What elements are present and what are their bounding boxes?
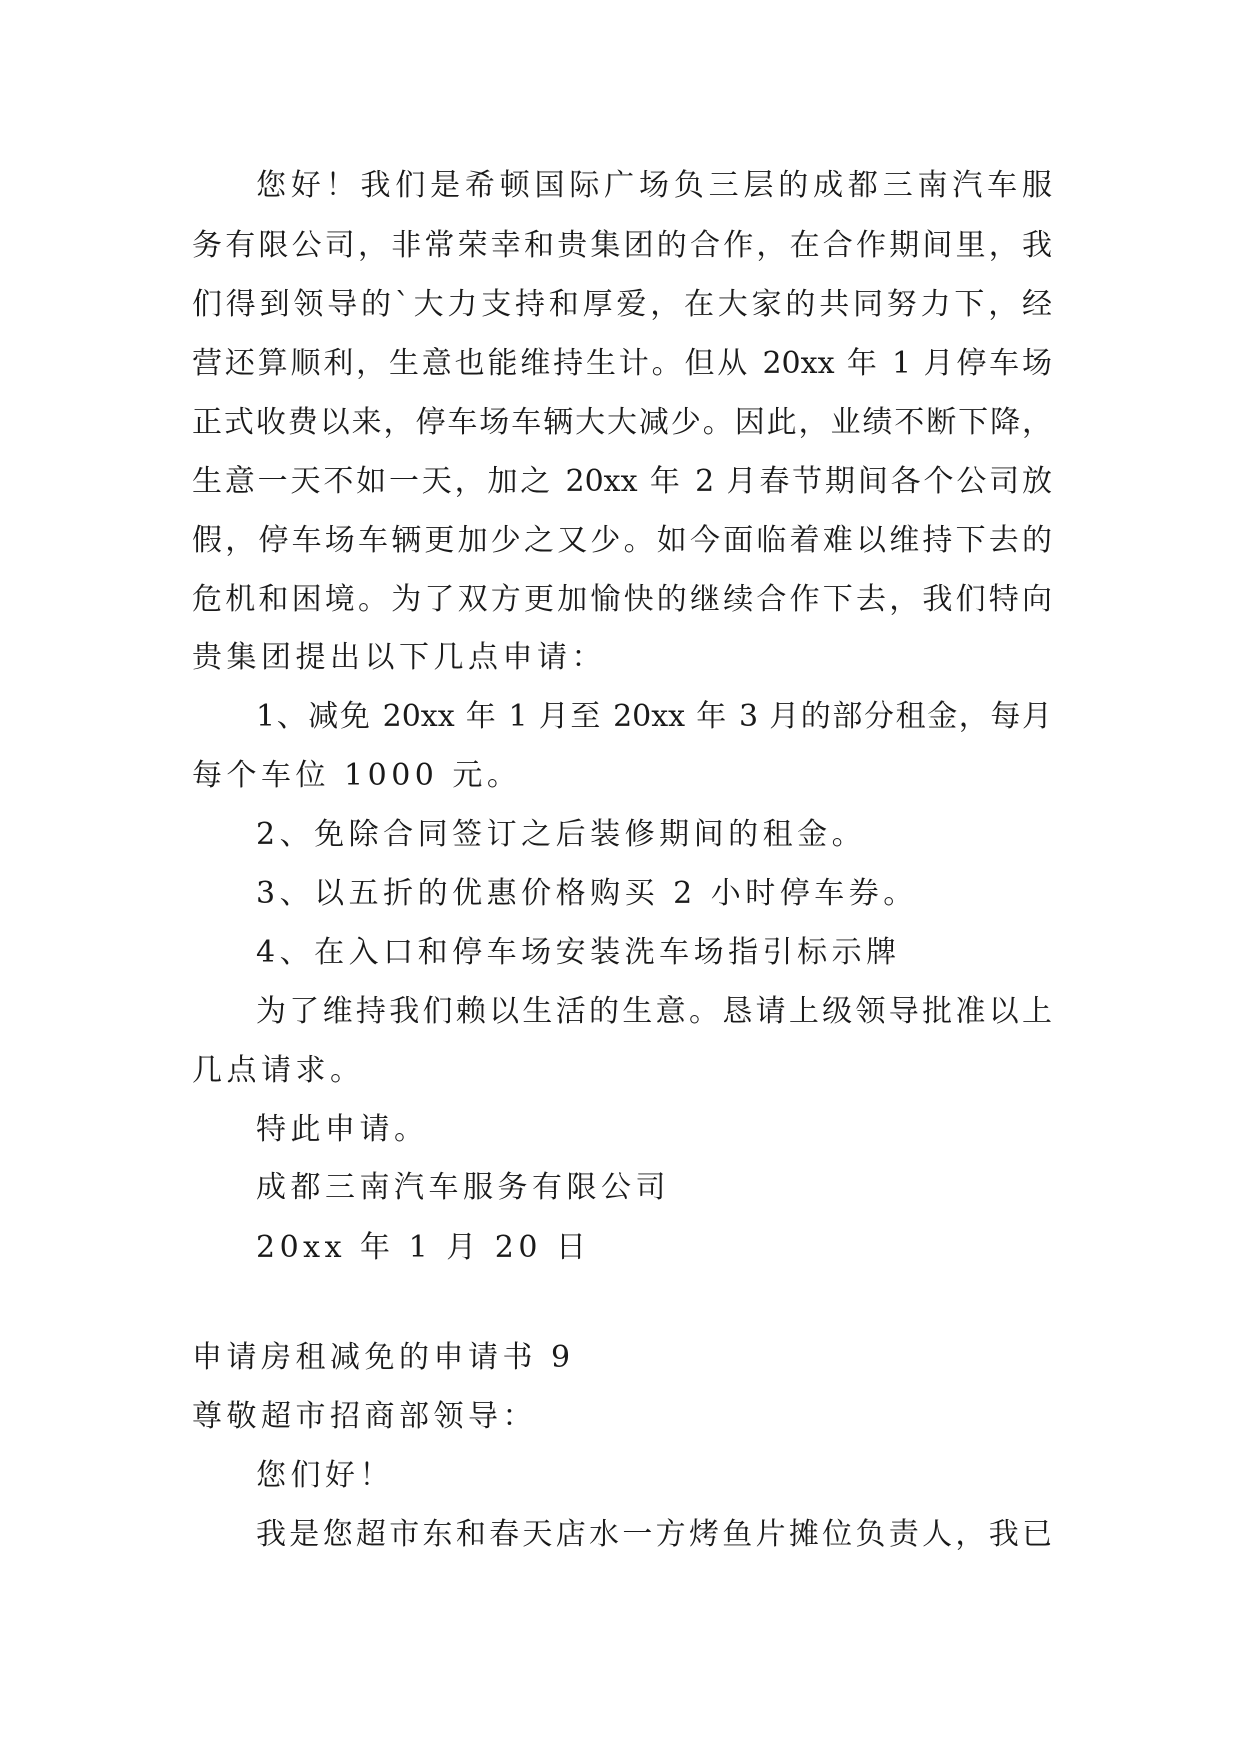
- paragraph-line: 营还算顺利，生意也能维持生计。但从 20xx 年 1 月停车场: [192, 346, 1052, 381]
- special-request-note: 特此申请。: [256, 1112, 429, 1147]
- paragraph-line: 您好！我们是希顿国际广场负三层的成都三南汽车服: [256, 168, 1052, 203]
- closing-paragraph-continued: 几点请求。: [192, 1053, 365, 1088]
- request-item-2: 2、免除合同签订之后装修期间的租金。: [256, 817, 867, 852]
- paragraph-line: 假，停车场车辆更加少之又少。如今面临着难以维持下去的: [192, 523, 1052, 558]
- request-item-4: 4、在入口和停车场安装洗车场指引标示牌: [256, 935, 901, 970]
- request-item-1: 1、减免 20xx 年 1 月至 20xx 年 3 月的部分租金，每月: [256, 699, 1052, 734]
- paragraph-line: 危机和困境。为了双方更加愉快的继续合作下去，我们特向: [192, 582, 1052, 617]
- paragraph-line: 们得到领导的`大力支持和厚爱，在大家的共同努力下，经: [192, 287, 1052, 322]
- paragraph-line: 正式收费以来，停车场车辆大大减少。因此，业绩不断下降，: [192, 405, 1052, 440]
- signature-company: 成都三南汽车服务有限公司: [256, 1170, 670, 1205]
- paragraph-line: 务有限公司，非常荣幸和贵集团的合作，在合作期间里，我: [192, 228, 1052, 263]
- greeting: 您们好！: [256, 1458, 394, 1493]
- paragraph-line: 生意一天不如一天，加之 20xx 年 2 月春节期间各个公司放: [192, 464, 1052, 499]
- request-item-1-continued: 每个车位 1000 元。: [192, 758, 522, 793]
- closing-paragraph: 为了维持我们赖以生活的生意。恳请上级领导批准以上: [256, 994, 1052, 1029]
- request-item-3: 3、以五折的优惠价格购买 2 小时停车券。: [256, 876, 918, 911]
- section-title: 申请房租减免的申请书 9: [192, 1340, 575, 1375]
- signature-date: 20xx 年 1 月 20 日: [256, 1230, 591, 1265]
- paragraph-line: 我是您超市东和春天店水一方烤鱼片摊位负责人，我已: [256, 1517, 1052, 1552]
- paragraph-line: 贵集团提出以下几点申请：: [192, 640, 606, 675]
- salutation: 尊敬超市招商部领导：: [192, 1399, 537, 1434]
